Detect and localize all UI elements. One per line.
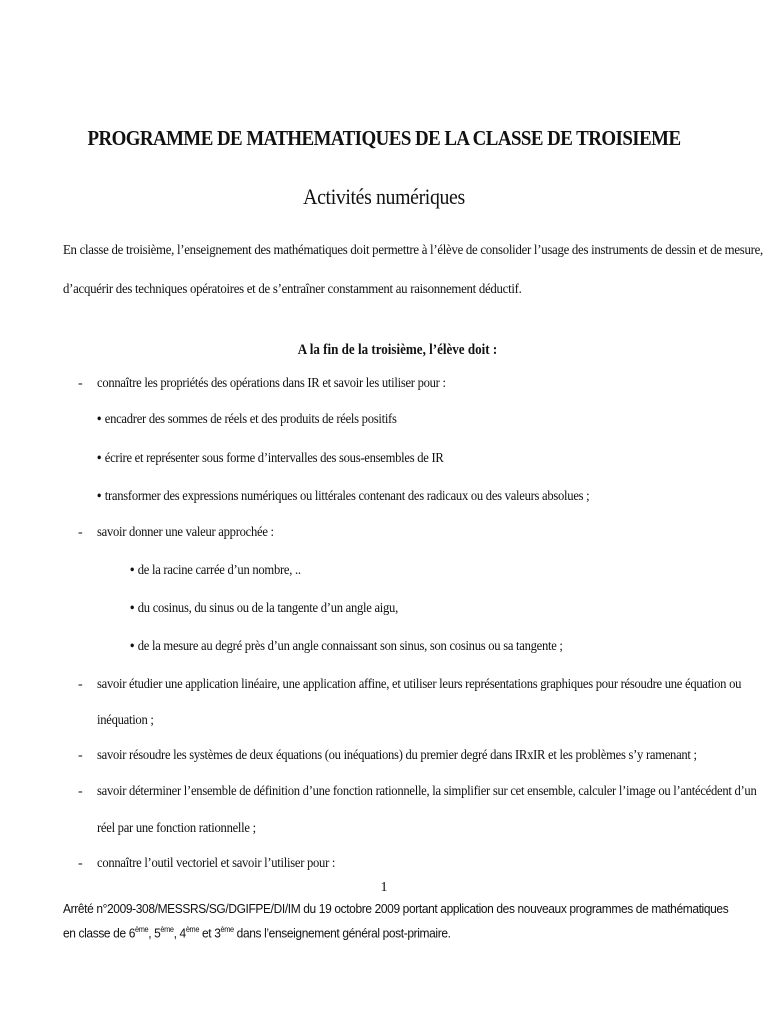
sub-list-item: [130, 601, 398, 617]
footer-text: en classe de 6: [63, 925, 135, 941]
footer-text: et 3: [199, 925, 221, 941]
dash-marker: -: [78, 856, 83, 871]
objectives-heading: A la fin de la troisième, l’élève doit :: [297, 342, 498, 358]
bullet-icon: •: [130, 601, 135, 616]
sub-list-item: [97, 451, 444, 467]
list-item: connaître l’outil vectoriel et savoir l’utiliser pour :: [97, 856, 336, 871]
sub-list-item: [97, 489, 589, 505]
sub-list-item-text: encadrer des sommes de réels et des produits de réels positifs: [104, 412, 397, 427]
footer-superscript: ème: [134, 925, 149, 934]
footer-text: , 4: [173, 925, 186, 941]
footer-superscript: ème: [160, 925, 174, 934]
list-item: savoir résoudre les systèmes de deux équations (ou inéquations) du premier degré dans IRxIR et les problèmes s’y ramenant ;: [97, 748, 697, 763]
list-item: savoir déterminer l’ensemble de définition d’une fonction rationnelle, la simplifier sur cet ensemble, calculer l’image ou l’antécédent d’un: [97, 784, 757, 799]
dash-marker: -: [78, 677, 83, 692]
sub-list-item: [130, 639, 563, 655]
document-title: PROGRAMME DE MATHEMATIQUES DE LA CLASSE DE TROISIEME: [87, 126, 681, 150]
intro-line-1: En classe de troisième, l’enseignement des mathématiques doit permettre à l’élève de consolider l’usage des instruments de dessin et de mesure,: [63, 243, 763, 258]
list-item: savoir donner une valeur approchée :: [97, 525, 274, 540]
sub-list-item-text: transformer des expressions numériques ou littérales contenant des radicaux ou des valeurs absolues ;: [104, 489, 590, 504]
bullet-icon: •: [130, 563, 135, 578]
page-number: 1: [380, 880, 388, 895]
bullet-icon: •: [97, 412, 102, 427]
bullet-icon: •: [97, 451, 102, 466]
sub-list-item: [97, 412, 397, 428]
footer-text: , 5: [148, 925, 161, 941]
sub-list-item-text: écrire et représenter sous forme d’intervalles des sous-ensembles de IR: [104, 451, 444, 466]
sub-list-item: [130, 563, 301, 579]
sub-list-item-text: du cosinus, du sinus ou de la tangente d’un angle aigu,: [137, 601, 398, 616]
list-item-continuation: réel par une fonction rationnelle ;: [97, 821, 256, 836]
intro-line-2: d’acquérir des techniques opératoires et de s’entraîner constamment au raisonnement déductif.: [63, 282, 522, 297]
footer-text: dans l’enseignement général post-primaire.: [233, 925, 451, 941]
dash-marker: -: [78, 784, 83, 799]
footer-superscript: ème: [185, 925, 200, 934]
list-item: connaître les propriétés des opérations dans IR et savoir les utiliser pour :: [97, 376, 446, 391]
section-subtitle: Activités numériques: [303, 184, 465, 209]
list-item: savoir étudier une application linéaire, une application affine, et utiliser leurs représentations graphiques pour résoudre une équation ou: [97, 677, 742, 692]
footer-line-1: Arrêté n°2009-308/MESSRS/SG/DGIFPE/DI/IM du 19 octobre 2009 portant application des nouveaux programmes de mathématiques: [63, 901, 729, 916]
bullet-icon: •: [130, 639, 135, 654]
list-item-continuation: inéquation ;: [97, 713, 154, 728]
sub-list-item-text: de la racine carrée d’un nombre, ..: [137, 563, 301, 578]
sub-list-item-text: de la mesure au degré près d’un angle connaissant son sinus, son cosinus ou sa tangente ;: [137, 639, 563, 654]
dash-marker: -: [78, 748, 83, 763]
dash-marker: -: [78, 525, 83, 540]
bullet-icon: •: [97, 489, 102, 504]
dash-marker: -: [78, 376, 83, 391]
footer-superscript: ème: [220, 925, 234, 934]
footer-line-2: [63, 925, 451, 940]
